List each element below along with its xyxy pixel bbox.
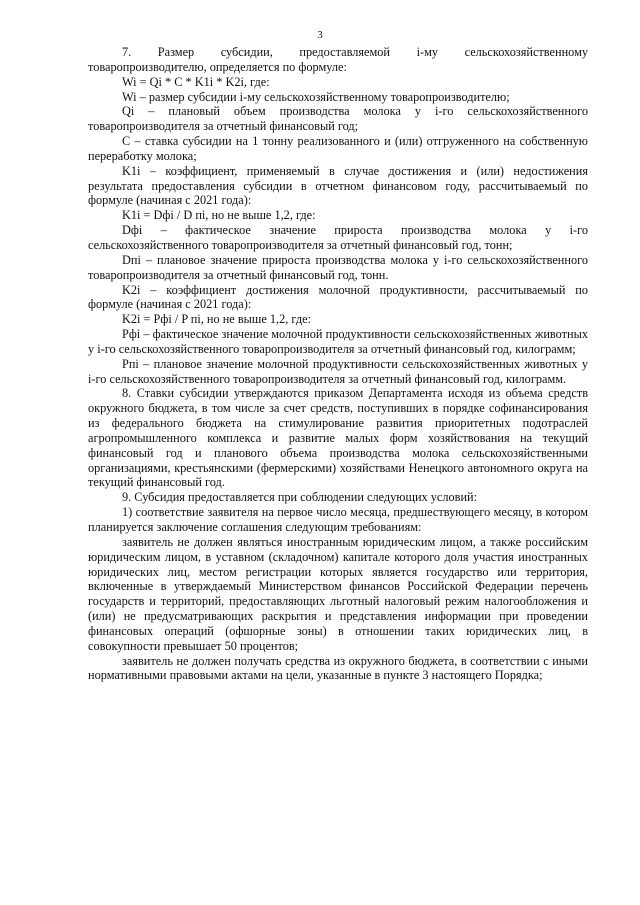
definition-k1i: K1i – коэффициент, применяемый в случае достижения и (или) недостижения результата предоставления субсидии в отчетном финансовом году, рассчитываемый по формуле (начиная с 2021 года): xyxy=(88,163,588,208)
paragraph-7-intro: 7. Размер субсидии, предоставляемой i-му сельскохозяйственному товаропроизводителю, определяется по формуле: xyxy=(88,45,588,74)
definition-dpi: Dпi – плановое значение прироста производства молока у i-го сельскохозяйственного товаропроизводителя за отчетный финансовый год, тонн. xyxy=(88,252,588,282)
definition-wi: Wi – размер субсидии i-му сельскохозяйственному товаропроизводителю; xyxy=(122,89,510,104)
formula-k2i: K2i = Pфi / P пi, но не выше 1,2, где: xyxy=(122,312,311,327)
requirement-foreign-entity: заявитель не должен являться иностранным юридическим лицом, а также российским юридическим лицом, в уставном (складочном) капитале которого доля участия иностранных юридических лиц, местом регистрации которых является государство или территория, включенные в утверждаемый Министерством финансов Российской Федерации перечень государств и территорий, предоставляющих льготный налоговый режим налогообложения и (или) не предусматривающих раскрытия и представления информации при проведении финансовых операций (офшорные зоны) в отношении таких юридических лиц, в совокупности превышает 50 процентов; xyxy=(88,534,588,653)
formula-k1i: K1i = Dфi / D пi, но не выше 1,2, где: xyxy=(122,208,316,223)
requirement-no-other-funds: заявитель не должен получать средства из окружного бюджета, в соответствии с иными нормативными правовыми актами на цели, указанные в пункте 3 настоящего Порядка; xyxy=(88,653,588,683)
condition-1: 1) соответствие заявителя на первое число месяца, предшествующего месяцу, в котором планируется заключение соглашения следующим требованиям: xyxy=(88,505,588,534)
paragraph-9: 9. Субсидия предоставляется при соблюдении следующих условий: xyxy=(122,490,478,505)
definition-pfi: Pфi – фактическое значение молочной продуктивности сельскохозяйственных животных у i-го сельскохозяйственного товаропроизводителя за отчетный финансовый год, килограмм; xyxy=(88,327,588,356)
definition-qi: Qi – плановый объем производства молока у i-го сельскохозяйственного товаропроизводителя за отчетный финансовый год; xyxy=(88,104,588,134)
definition-ppi: Pпi – плановое значение молочной продуктивности сельскохозяйственных животных у i-го сельскохозяйственного товаропроизводителя за отчетный финансовый год, килограмм. xyxy=(88,356,588,386)
document-body xyxy=(88,45,588,683)
paragraph-8: 8. Ставки субсидии утверждаются приказом Департамента исходя из объема средств окружного бюджета, в том числе за счет средств, поступивших в порядке софинансирования из федерального бюджета на стимулирование развития приоритетных подотраслей агропромышленного комплекса и развитие малых форм хозяйствования на текущий финансовый год и планового объема производства молока сельскохозяйственными организациями, крестьянскими (фермерскими) хозяйствами Ненецкого автономного округа на текущий финансовый год. xyxy=(88,386,588,490)
definition-k2i: K2i – коэффициент достижения молочной продуктивности, рассчитываемый по формуле (начиная с 2021 года): xyxy=(88,282,588,312)
definition-dfi: Dфi – фактическое значение прироста производства молока у i-го сельскохозяйственного товаропроизводителя за отчетный финансовый год, тонн; xyxy=(88,223,588,252)
formula-wi: Wi = Qi * C * K1i * K2i, где: xyxy=(122,74,270,89)
definition-c: С – ставка субсидии на 1 тонну реализованного и (или) отгруженного на собственную переработку молока; xyxy=(88,134,588,163)
page-number: 3 xyxy=(317,29,323,41)
